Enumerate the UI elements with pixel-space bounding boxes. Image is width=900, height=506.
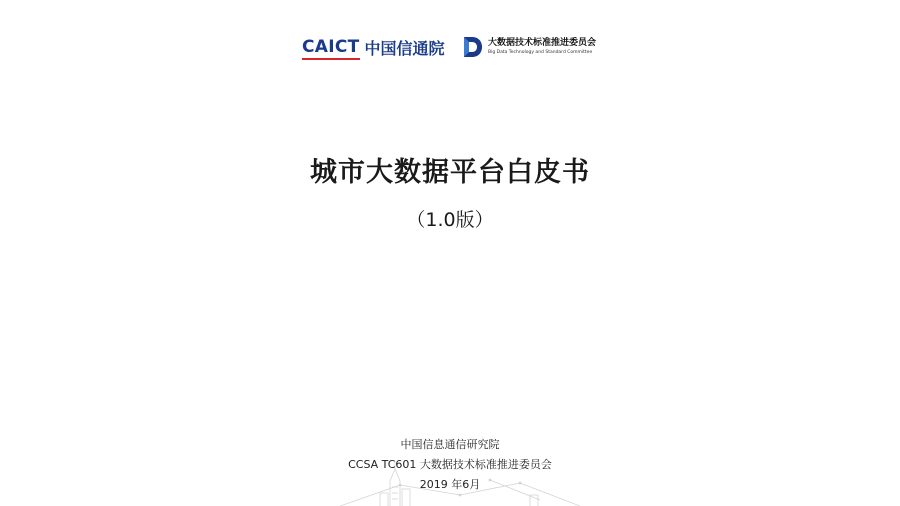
caict-logo-cn: 中国信通院 — [364, 38, 445, 58]
caict-logo — [302, 35, 445, 59]
document-version: （1.0版） — [406, 209, 494, 231]
caict-logo-latin: CAICT — [302, 37, 360, 57]
bdc-logo-en: Big Data Technology and Standard Committee — [488, 50, 593, 55]
bdc-logo-cn: 大数据技术标准推进委员会 — [488, 38, 597, 48]
caict-logo-swoosh — [302, 58, 360, 60]
document-title: 城市大数据平台白皮书 — [310, 157, 590, 188]
publisher-committee: CCSA TC601 大数据技术标准推进委员会 — [348, 458, 552, 471]
bdc-committee-logo — [462, 34, 596, 60]
bdc-logo-text — [488, 38, 596, 56]
publish-date: 2019 年6月 — [419, 478, 481, 491]
publisher-org: 中国信息通信研究院 — [400, 438, 500, 451]
bdc-d-mark-icon — [462, 35, 484, 59]
